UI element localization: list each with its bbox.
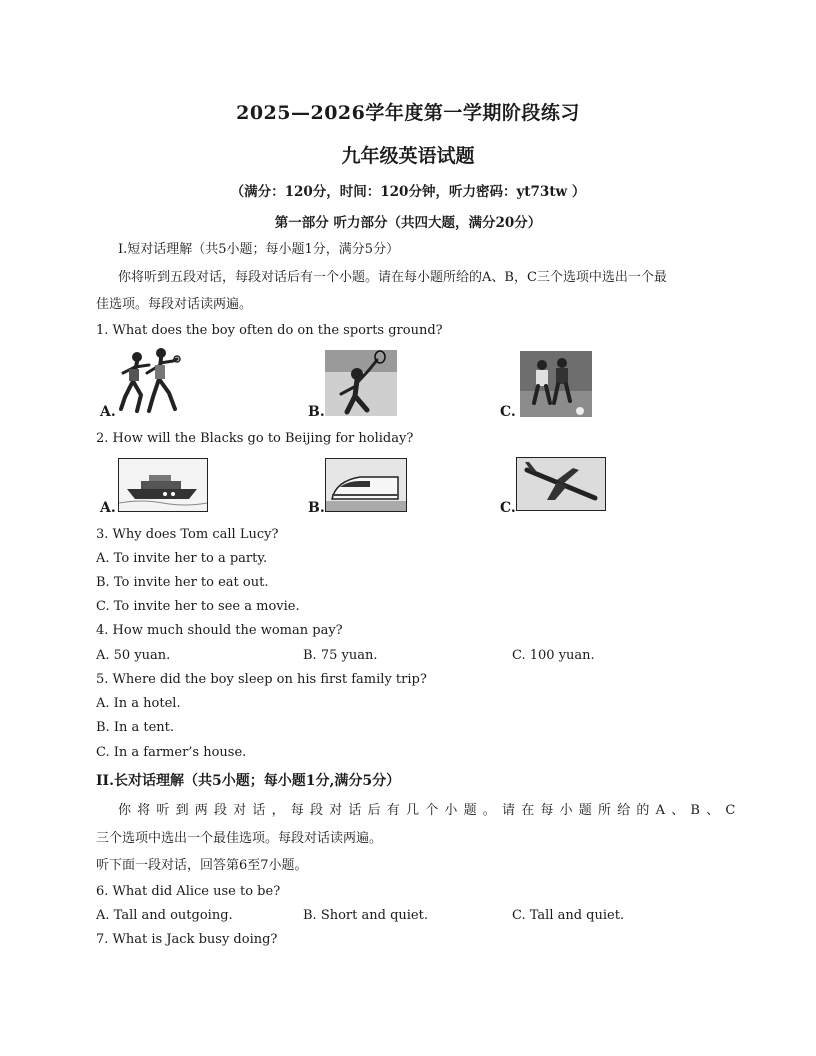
q4-option-a[interactable]: A. 50 yuan. (96, 648, 171, 663)
q3-option-b[interactable]: B. To invite her to eat out. (96, 575, 269, 590)
q2-option-b-label: B. (308, 500, 325, 516)
exam-subtitle: 九年级英语试题 (341, 145, 475, 167)
high-speed-train-icon[interactable] (325, 458, 407, 512)
question-4: 4. How much should the woman pay? (96, 623, 343, 638)
q5-option-c[interactable]: C. In a farmer’s house. (96, 745, 247, 760)
q5-option-a[interactable]: A. In a hotel. (96, 696, 181, 711)
q4-option-b[interactable]: B. 75 yuan. (303, 648, 378, 663)
q5-option-b[interactable]: B. In a tent. (96, 720, 174, 735)
section2-heading: II.长对话理解（共5小题；每小题1分,满分5分） (96, 773, 401, 789)
q3-option-c[interactable]: C. To invite her to see a movie. (96, 599, 300, 614)
section1-heading: I.短对话理解（共5小题；每小题1分，满分5分） (118, 242, 400, 257)
q3-option-a[interactable]: A. To invite her to a party. (96, 551, 268, 566)
exam-meta: （满分：120分，时间：120分钟，听力密码：yt73tw ） (230, 184, 586, 200)
section2-instruction-1: 你将听到两段对话，每段对话后有几个小题。请在每小题所给的A、B、C (118, 803, 742, 818)
listen-instruction: 听下面一段对话，回答第6至7小题。 (96, 858, 308, 873)
q6-option-a[interactable]: A. Tall and outgoing. (96, 908, 233, 923)
ship-icon[interactable] (118, 458, 208, 512)
section1-instruction-1: 你将听到五段对话，每段对话后有一个小题。请在每小题所给的A、B，C三个选项中选出一个最 (118, 270, 667, 285)
q1-option-a-label: A. (100, 404, 116, 420)
basketball-players-icon[interactable] (115, 347, 195, 417)
question-6: 6. What did Alice use to be? (96, 884, 281, 899)
question-3: 3. Why does Tom call Lucy? (96, 527, 279, 542)
q6-option-c[interactable]: C. Tall and quiet. (512, 908, 625, 923)
section2-instruction-2: 三个选项中选出一个最佳选项。每段对话读两遍。 (96, 831, 383, 846)
q6-option-b[interactable]: B. Short and quiet. (303, 908, 428, 923)
question-1: 1. What does the boy often do on the sports ground? (96, 323, 443, 338)
football-players-icon[interactable] (520, 351, 592, 417)
question-7: 7. What is Jack busy doing? (96, 932, 278, 947)
question-2: 2. How will the Blacks go to Beijing for holiday? (96, 431, 414, 446)
airplane-icon[interactable] (516, 457, 606, 511)
q1-option-c-label: C. (500, 404, 516, 420)
part-heading: 第一部分 听力部分（共四大题，满分20分） (274, 215, 542, 231)
q4-option-c[interactable]: C. 100 yuan. (512, 648, 595, 663)
q2-option-c-label: C. (500, 500, 516, 516)
badminton-player-icon[interactable] (325, 350, 397, 416)
section1-instruction-2: 佳选项。每段对话读两遍。 (96, 297, 253, 312)
q1-option-b-label: B. (308, 404, 325, 420)
question-5: 5. Where did the boy sleep on his first family trip? (96, 672, 427, 687)
q2-option-a-label: A. (100, 500, 116, 516)
exam-title: 2025—2026学年度第一学期阶段练习 (236, 102, 580, 124)
